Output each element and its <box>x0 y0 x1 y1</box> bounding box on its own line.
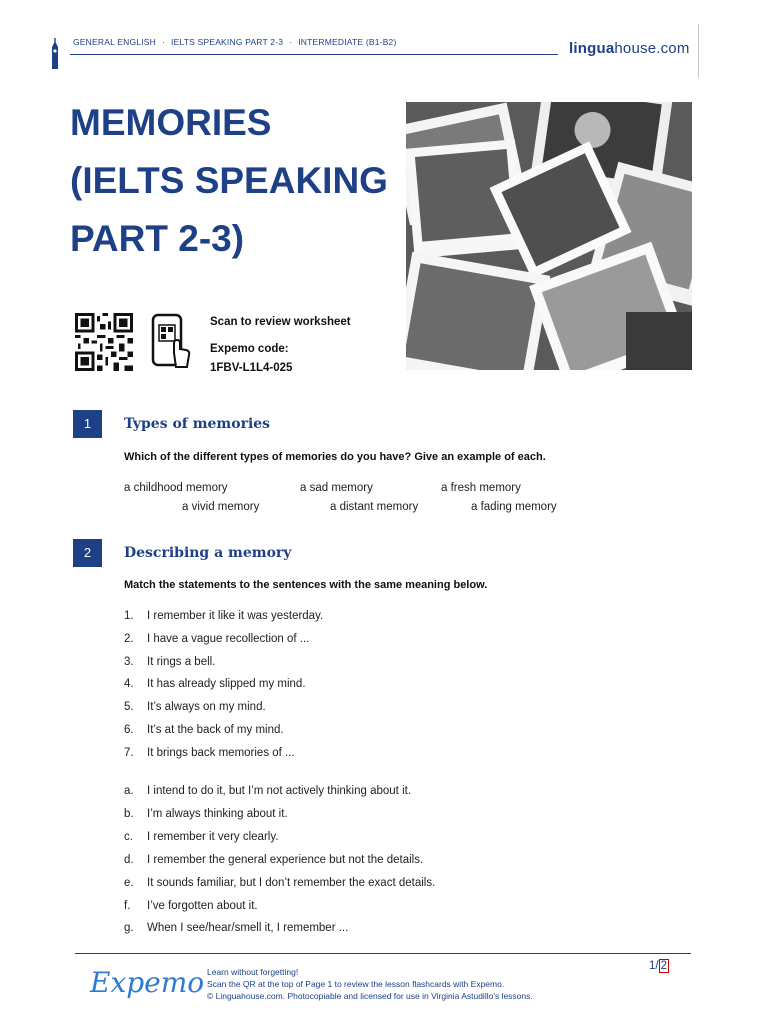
expemo-code: 1FBV-L1L4-025 <box>210 362 293 374</box>
vocab-word: a childhood memory <box>124 482 228 494</box>
breadcrumb-level: INTERMEDIATE (B1-B2) <box>298 37 397 47</box>
meaning-item: a. I intend to do it, but I’m not actively thinking about it. <box>124 785 412 797</box>
section-1-number: 1 <box>73 410 102 438</box>
meaning-item: b. I’m always thinking about it. <box>124 808 288 820</box>
section-1-title: Types of memories <box>124 416 271 432</box>
phone-scan-icon <box>150 313 192 371</box>
qr-code-icon[interactable] <box>73 313 135 371</box>
statement-item: 6. It’s at the back of my mind. <box>124 724 284 736</box>
memories-photo-collage <box>406 102 692 370</box>
vocab-word: a sad memory <box>300 482 373 494</box>
big-ben-icon <box>50 38 60 70</box>
brand-logo[interactable]: linguahouse.com <box>569 40 690 57</box>
statement-item: 2. I have a vague recollection of ... <box>124 633 310 645</box>
section-1-instruction: Which of the different types of memories do you have? Give an example of each. <box>124 451 546 463</box>
statement-item: 4. It has already slipped my mind. <box>124 678 306 690</box>
breadcrumb-lesson: IELTS SPEAKING PART 2-3 <box>171 37 284 47</box>
vocab-word: a fresh memory <box>441 482 521 494</box>
expemo-logo[interactable]: Expemo <box>90 966 205 999</box>
meaning-item: d. I remember the general experience but not the details. <box>124 854 424 866</box>
next-page-link[interactable]: 2 <box>660 960 668 972</box>
meaning-item: c. I remember it very clearly. <box>124 831 279 843</box>
vocab-word: a distant memory <box>330 501 419 513</box>
section-2-number: 2 <box>73 539 102 567</box>
meaning-item: g. When I see/hear/smell it, I remember ... <box>124 922 349 934</box>
statement-item: 5. It’s always on my mind. <box>124 701 266 713</box>
section-2-title: Describing a memory <box>124 545 292 561</box>
vocab-word: a fading memory <box>471 501 557 513</box>
scan-label: Scan to review worksheet <box>210 316 351 328</box>
statement-item: 7. It brings back memories of ... <box>124 747 295 759</box>
page-number: 1/ 2 <box>649 960 668 972</box>
header-divider <box>70 54 558 55</box>
footer-divider <box>75 953 691 954</box>
page-title: MEMORIES (IELTS SPEAKING PART 2-3) <box>70 102 388 259</box>
meaning-item: e. It sounds familiar, but I don’t remember the exact details. <box>124 877 436 889</box>
breadcrumb: GENERAL ENGLISH · IELTS SPEAKING PART 2-3 · INTERMEDIATE (B1-B2) <box>73 37 397 47</box>
meaning-item: f. I’ve forgotten about it. <box>124 900 258 912</box>
statement-item: 1. I remember it like it was yesterday. <box>124 610 324 622</box>
footer-text: Learn without forgetting! Scan the QR at the top of Page 1 to review the lesson flashcards with Expemo. © Linguahouse.com. Photocopiable and licensed for use in Virginia Astudillo's lessons. <box>207 967 533 1001</box>
vocab-word: a vivid memory <box>182 501 260 513</box>
header-vertical-divider <box>698 24 699 78</box>
expemo-code-label: Expemo code: <box>210 343 289 355</box>
breadcrumb-course: GENERAL ENGLISH <box>73 37 156 47</box>
scan-info <box>210 313 351 378</box>
section-2-instruction: Match the statements to the sentences with the same meaning below. <box>124 579 488 591</box>
statement-item: 3. It rings a bell. <box>124 656 216 668</box>
